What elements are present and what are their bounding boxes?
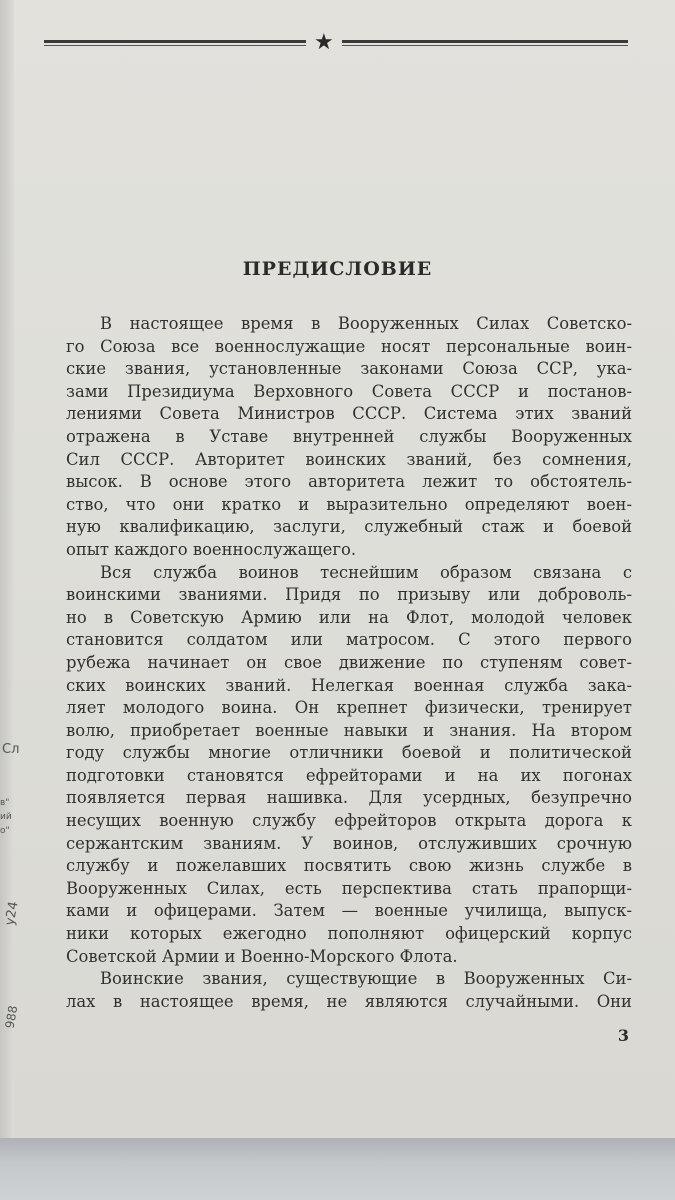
text-line: В настоящее время в Вооруженных Силах Советско- (100, 314, 632, 333)
text-line: ских воинских званий. Нелегкая военная служба зака- (66, 675, 632, 695)
text-line: ную квалификацию, заслуги, служебный стаж и боевой (66, 517, 632, 537)
text-line: становится солдатом или матросом. С этого первого (66, 630, 632, 650)
star-icon: ★ (314, 30, 334, 55)
text-line: лах в настоящее время, не являются случайными. Они (66, 991, 632, 1011)
text-line: несущих военную службу ефрейторов открыта дорога к (66, 811, 632, 831)
text-line: ками и офицерами. Затем — военные училища, выпуск- (66, 901, 632, 921)
margin-mark: Сл (2, 742, 20, 757)
text-line: Сил СССР. Авторитет воинских званий, без сомнения, (66, 449, 632, 469)
text-line: ские звания, установленные законами Союза ССР, ука- (66, 359, 632, 379)
text-line: ство, что они кратко и выразительно определяют воен- (66, 494, 632, 514)
page-gutter-edge (0, 0, 14, 1138)
text-line: подготовки становятся ефрейторами и на их погонах (66, 765, 632, 785)
text-line: ники которых ежегодно пополняют офицерский корпус (66, 924, 632, 944)
text-line: опыт каждого военнослужащего. (66, 539, 357, 559)
text-line: Вооруженных Силах, есть перспектива стать прапорщи- (66, 878, 632, 898)
text-line: Воинские звания, существующие в Вооруженных Си- (100, 969, 632, 989)
page-number: 3 (617, 1026, 629, 1045)
text-line: высок. В основе этого авторитета лежит то обстоятель- (66, 472, 632, 492)
text-line: ляет молодого воина. Он крепнет физически, тренирует (66, 698, 632, 718)
text-line: появляется первая нашивка. Для усердных, безупречно (66, 788, 632, 808)
text-line: волю, приобретает военные навыки и знания. На втором (66, 720, 632, 740)
text-line: воинскими званиями. Придя по призыву или доброволь- (66, 585, 632, 605)
text-line: го Союза все военнослужащие носят персональные воин- (66, 336, 632, 356)
text-line: Вся служба воинов теснейшим образом связана с (100, 562, 632, 582)
header-ornament (44, 30, 628, 58)
text-line: Советской Армии и Военно-Морского Флота. (66, 946, 458, 966)
text-line: году службы многие отличники боевой и политической (66, 743, 632, 763)
margin-mark: у24 (2, 900, 22, 927)
text-line: зами Президиума Верховного Совета СССР и постанов- (66, 381, 632, 401)
text-line: сержантским званиям. У воинов, отслуживших срочную (66, 833, 632, 853)
margin-mark: 988 (2, 1004, 21, 1030)
text-line: лениями Совета Министров СССР. Система этих званий (66, 404, 632, 424)
margin-mark: в" ий о" (0, 798, 12, 836)
page-heading: ПРЕДИСЛОВИЕ (242, 258, 433, 280)
text-line: службу и пожелавших посвятить свою жизнь службе в (66, 856, 632, 876)
text-line: но в Советскую Армию или на Флот, молодой человек (66, 607, 632, 627)
text-line: рубежа начинает он свое движение по ступеням совет- (66, 652, 632, 672)
text-line: отражена в Уставе внутренней службы Вооруженных (66, 426, 632, 446)
body-text (66, 313, 632, 1013)
table-surface (0, 1138, 675, 1200)
